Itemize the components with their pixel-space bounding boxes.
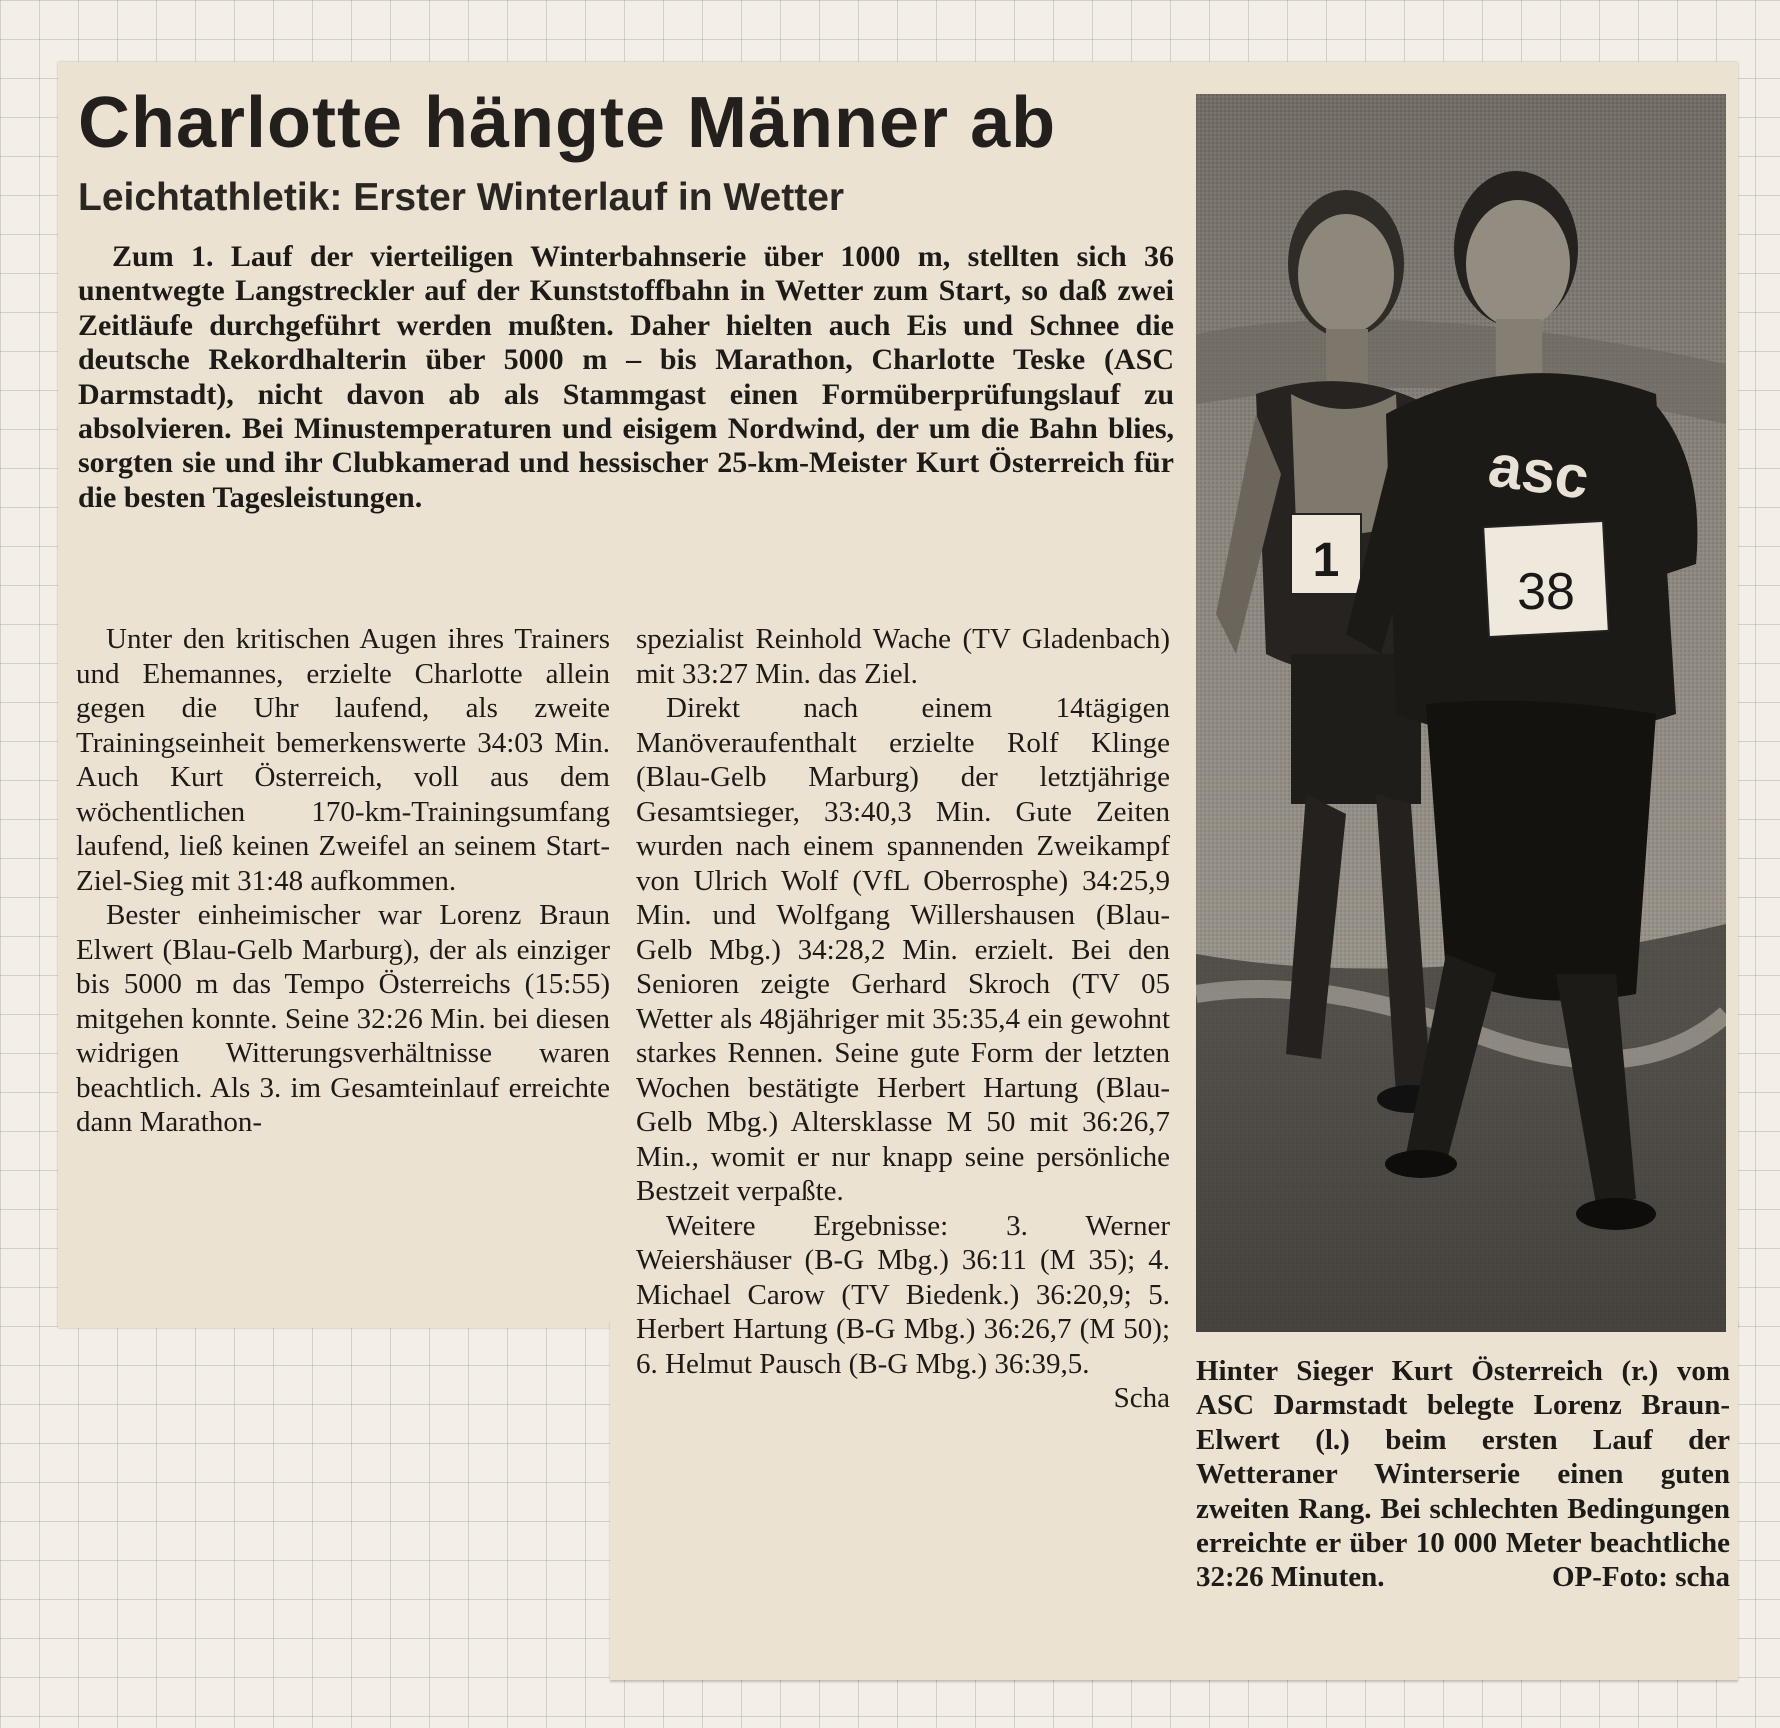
- runners-photo-image: [1196, 94, 1726, 1332]
- bib-right: [1483, 521, 1609, 637]
- shirt-logo: asc: [1484, 431, 1594, 512]
- race-photo: [1196, 94, 1726, 1332]
- body-paragraph: spezialist Reinhold Wache (TV Gladenbach) mit 33:27 Min. das Ziel.: [636, 623, 1170, 690]
- caption-text: Hinter Sieger Kurt Österreich (r.) vom ASC Darmstadt belegte Lorenz Braun-Elwert (l.) beim ersten Lauf der Wetteraner Winterserie einen guten zweiten Rang. Bei schlechten Bedingungen erreichte er über 10 000 Meter beachtliche 32:26 Minuten.: [1196, 1355, 1730, 1594]
- body-paragraph: Bester einheimischer war Lorenz Braun Elwert (Blau-Gelb Marburg), der als einziger bis 5000 m das Tempo Österreichs (15:55) mitgehen konnte. Seine 32:26 Min. bei diesen widrigen Witterungsverhältnisse waren beachtlich. Als 3. im Gesamteinlauf erreichte dann Marathon-: [76, 899, 610, 1138]
- photo-caption: [1196, 1354, 1730, 1595]
- bib-left-number: 1: [1312, 534, 1340, 587]
- subheadline: Leichtathletik: Erster Winterlauf in Wetter: [78, 176, 845, 219]
- photo-credit: OP-Foto: scha: [1552, 1561, 1730, 1594]
- bib-left: [1291, 514, 1361, 594]
- results-text: Weitere Ergebnisse: 3. Werner Weiershäuser (B-G Mbg.) 36:11 (M 35); 4. Michael Carow (TV Biedenk.) 36:20,9; 5. Herbert Hartung (B-G Mbg.) 36:26,7 (M 50); 6. Helmut Pausch (B-G Mbg.) 36:39,5.: [636, 1209, 1170, 1380]
- headline: Charlotte hängte Männer ab: [78, 83, 1057, 163]
- author-signature: Scha: [1113, 1382, 1170, 1414]
- body-column-middle: [636, 622, 1170, 1416]
- body-paragraph: [636, 1209, 1170, 1414]
- body-column-left: [76, 622, 610, 1140]
- body-paragraph: Unter den kritischen Augen ihres Trainers und Ehemannes, erzielte Charlotte allein gegen die Uhr laufend, als zweite Trainingseinheit bemerkenswerte 34:03 Min. Auch Kurt Österreich, voll aus dem wöchentlichen 170-km-Trainingsumfang laufend, ließ keinen Zweifel an seinem Start-Ziel-Sieg mit 31:48 aufkommen.: [76, 623, 610, 897]
- lead-paragraph: Zum 1. Lauf der vierteiligen Winterbahnserie über 1000 m, stellten sich 36 unentwegte Langstreckler auf der Kunststoffbahn in Wetter zum Start, so daß zwei Zeitläufe durchgeführt werden mußten. Daher hielten auch Eis und Schnee die deutsche Rekordhalterin über 5000 m – bis Marathon, Charlotte Teske (ASC Darmstadt), nicht davon ab als Stammgast einen Formüberprüfungslauf zu absolvieren. Bei Minustemperaturen und eisigem Nordwind, der um die Bahn blies, sorgten sie und ihr Clubkamerad und hessischer 25-km-Meister Kurt Österreich für die besten Tagesleistungen.: [78, 240, 1174, 514]
- body-paragraph: Direkt nach einem 14tägigen Manöveraufenthalt erzielte Rolf Klinge (Blau-Gelb Marburg) der letztjährige Gesamtsieger, 33:40,3 Min. Gute Zeiten wurden nach einem spannenden Zweikampf von Ulrich Wolf (VfL Oberrosphe) 34:25,9 Min. und Wolfgang Willershausen (Blau-Gelb Mbg.) 34:28,2 Min. erzielt. Bei den Senioren zeigte Gerhard Skroch (TV 05 Wetter als 48jähriger mit 35:35,4 ein gewohnt starkes Rennen. Seine gute Form der letzten Wochen bestätigte Herbert Hartung (Blau-Gelb Mbg.) Altersklasse M 50 mit 36:26,7 Min., womit er nur knapp seine persönliche Bestzeit verpaßte.: [636, 692, 1170, 1207]
- bib-right-number: 38: [1517, 563, 1575, 621]
